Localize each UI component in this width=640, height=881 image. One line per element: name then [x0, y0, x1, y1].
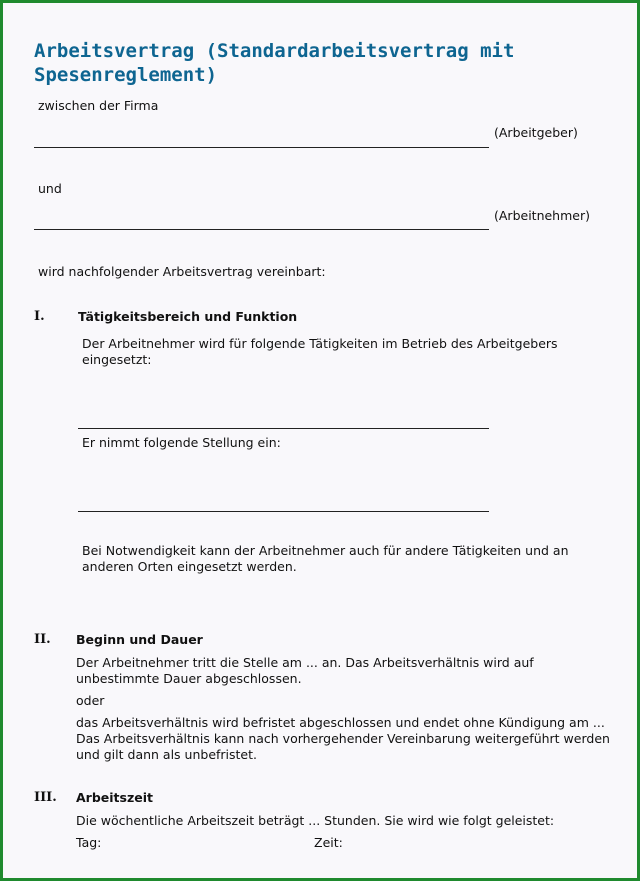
section-1-paragraph-3: Bei Notwendigkeit kann der Arbeitnehmer auch für andere Tätigkeiten und an anderen Orten eingesetzt werden. — [82, 543, 569, 574]
document-title: Arbeitsvertrag (Standardarbeitsvertrag mit Spesenreglement) — [34, 40, 515, 86]
time-label: Zeit: — [314, 835, 343, 850]
or-text: oder — [76, 693, 105, 708]
employer-name-line — [34, 147, 489, 148]
section-2-number: II. — [34, 632, 51, 647]
and-text: und — [38, 181, 62, 196]
section-3-heading: Arbeitszeit — [76, 790, 153, 805]
section-2-paragraph-2: das Arbeitsverhältnis wird befristet abgeschlossen und endet ohne Kündigung am ... Das Arbeitsverhältnis kann nach vorhergehender Vereinbarung weitergeführt werden und gilt dann als unbefristet. — [76, 715, 610, 762]
between-company-text: zwischen der Firma — [38, 98, 159, 113]
section-2-heading: Beginn und Dauer — [76, 632, 203, 647]
position-line — [78, 511, 489, 512]
section-1-paragraph-1: Der Arbeitnehmer wird für folgende Tätigkeiten im Betrieb des Arbeitgebers eingesetzt: — [82, 336, 558, 367]
section-2-paragraph-1: Der Arbeitnehmer tritt die Stelle am ... an. Das Arbeitsverhältnis wird auf unbestimmte Dauer abgeschlossen. — [76, 655, 534, 686]
section-3-paragraph-1: Die wöchentliche Arbeitszeit beträgt ... Stunden. Sie wird wie folgt geleistet: — [76, 813, 555, 828]
section-1-paragraph-2: Er nimmt folgende Stellung ein: — [82, 435, 281, 450]
day-label: Tag: — [76, 835, 102, 850]
agreement-text: wird nachfolgender Arbeitsvertrag vereinbart: — [38, 264, 326, 279]
employer-label: (Arbeitgeber) — [494, 125, 578, 140]
section-3-number: III. — [34, 790, 57, 805]
employee-name-line — [34, 229, 489, 230]
activities-line — [78, 428, 489, 429]
section-1-heading: Tätigkeitsbereich und Funktion — [78, 309, 298, 324]
section-1-number: I. — [34, 309, 45, 324]
employee-label: (Arbeitnehmer) — [494, 208, 590, 223]
